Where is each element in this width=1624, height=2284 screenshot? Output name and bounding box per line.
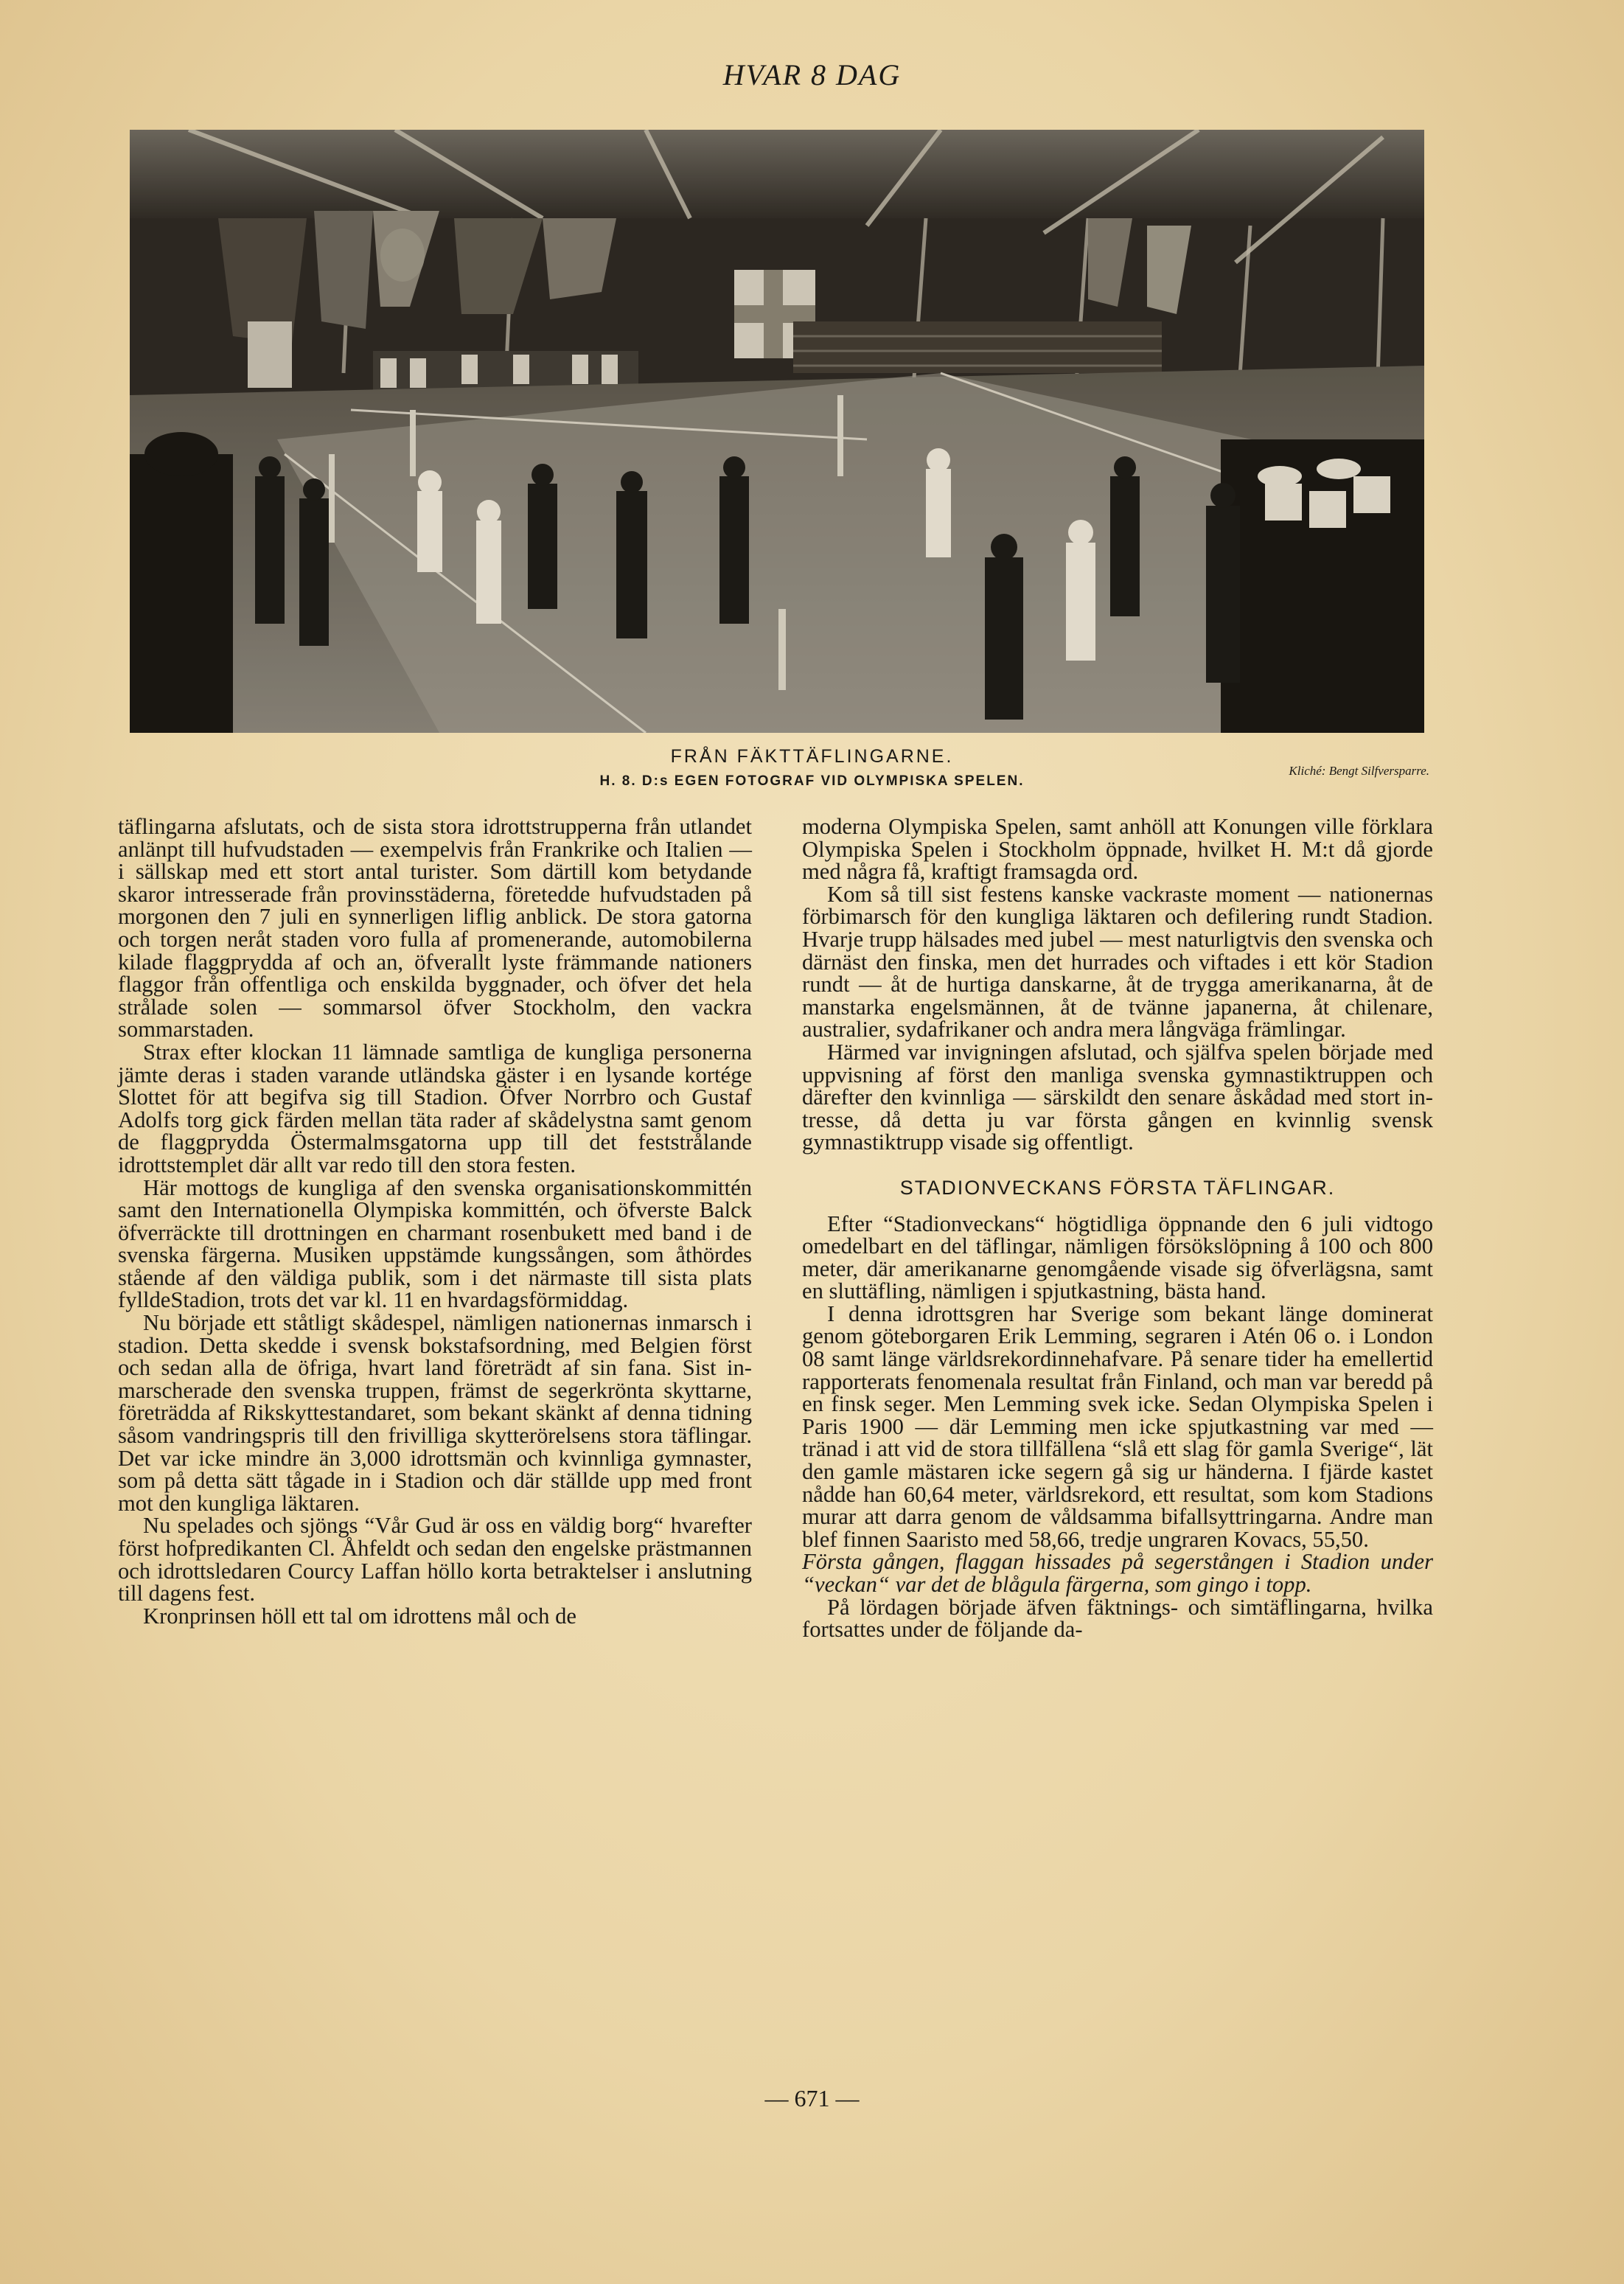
figure-caption: FRÅN FÄKTTÄFLINGARNE. — [670, 746, 954, 767]
paragraph: täflingarna afslutats, och de sista stora idrottstrupperna från utlandet anlänpt till hufvudstaden — exempelvis från Frankrike och Italien — i sällskap med ett stort antal turister. Som därtill kom betydande skaror intresserade från provinsstäderna, företedde hufvudstaden på morgonen den 7 juli en synnerligen liflig anblick. De stora gatorna och torgen neråt staden voro fulla af promenerande, automobilerna kilade flaggprydda af och an, öfverallt lyste främmande nationers flaggor från offentliga och enskilda byggnader, och öfver det hela strålade solen — sommarsol öfver Stockholm, den vackra sommarstaden. — [118, 814, 752, 1042]
paragraph: På lördagen började äfven fäktnings- och simtäflingarna, hvilka fortsattes under de följande da- — [802, 1594, 1433, 1643]
paragraph: Kom så till sist festens kanske vackraste moment — nationernas förbimarsch för den kungliga läktaren och defilering rundt Stadion. Hvarje trupp hälsades med jubel — mest naturligtvis den svenska och därnäst den finska, men det hurrades och viftades i ett kör Stadion rundt — åt de hurtiga danskarne, åt de trygga amerikanarna, åt de manstarka engelsmännen, åt de tvänne japanerna, åt chilenare, australier, sydafrikaner och andra mera långväga främlingar. — [802, 881, 1433, 1042]
section-heading: STADIONVECKANS FÖRSTA TÄFLINGAR. — [899, 1176, 1336, 1199]
fencing-photograph — [130, 130, 1424, 733]
paragraph: Här mottogs de kungliga af den svenska organisationskommittén samt den Internationella Olympiska kommittén, och öfverste Balck öfverräckte till drottningen en charmant rosenbukett med band i de svenska färgerna. Musiken uppstämde kungssången, som åthördes stående af den väldiga publik, som i det närmaste till sista plats fylldeStadion, trots det var kl. 11 en hvardagsförmiddag. — [118, 1174, 752, 1313]
italic-paragraph: Första gången, flaggan hissades på segerstången i Stadion under “veckan“ var det de blågula färgerna, som gingo i topp. — [802, 1549, 1433, 1597]
paragraph: Strax efter klockan 11 lämnade samtliga de kungliga personerna jämte deras i staden varande utländska gäster i en lysande kortége Slottet för att begifva sig till Stadion. Öfver Norrbro och Gustaf Adolfs torg gick färden mellan täta rader af skådelystna samt genom de flaggprydda Östermalmsgatorna upp till det feststrålande idrottstemplet där allt var redo till den stora festen. — [118, 1039, 752, 1177]
paragraph: I denna idrottsgren har Sverige som bekant länge dominerat genom göteborgaren Erik Lemming, segraren i Atén 06 o. i London 08 samt länge världsrekordinnehafvare. På senare tider ha emellertid rapporterats fenomenala resultat från Finland, och man var beredd på en finsk seger. Men Lemming svek icke. Sedan Olympiska Spelen i Paris 1900 — där Lemming men icke spjutkastning var med — tränad i att vid de stora tillfällena “slå ett slag för gamla Sverige“, lät den gamle mästaren icke segern gå sig ur händerna. I fjärde kastet nådde han 60,64 meter, världsrekord, ett resultat, som kom Stadions murar att darra genom de våldsamma bifallsyttringarna. Andre man blef finnen Saaristo med 58,66, tredje ungraren Kovacs, 55,50. — [802, 1301, 1433, 1552]
paragraph: moderna Olympiska Spelen, samt anhöll att Konungen ville förklara Olympiska Spelen i Stockholm öppnade, hvilket H. M:t då gjorde med några få, kraftigt framsagda ord. — [802, 814, 1433, 885]
article-right-column — [802, 815, 1433, 1641]
page-number: — 671 — — [764, 2085, 860, 2111]
paragraph: Kronprinsen höll ett tal om idrottens mål och de — [143, 1603, 576, 1629]
article-left-column — [118, 815, 752, 1627]
paragraph: Nu började ett ståtligt skådespel, nämligen nationernas inmarsch i stadion. Detta skedde i svensk bokstafsordning, med Belgien först och sedan alla de öfriga, hvart land företrädt af sin fana. Sist inmarscherade den svenska truppen, främst de segerkrönta skyttarne, företrädda af Rikskyttestandaret, som bekant skänkt af denna tidning såsom vandringspris till den frivilliga skytterörelsens stora täflingar. Det var icke mindre än 3,000 idrottsmän och kvinnliga gymnaster, som på detta sätt tågade in i Stadion och där ställde upp med front mot den kungliga läktaren. — [118, 1310, 752, 1516]
paragraph: Nu spelades och sjöngs “Vår Gud är oss en väldig borg“ hvarefter först hofpredikanten Cl. Åhfeldt och sedan den engelske prästmannen och idrottsledaren Courcy Laffan höllo korta betraktelser i anslutning till dagens fest. — [118, 1513, 752, 1606]
figure-subcaption: H. 8. D:s EGEN FOTOGRAF VID OLYMPISKA SPELEN. — [599, 773, 1025, 789]
running-head: HVAR 8 DAG — [722, 58, 902, 91]
paragraph: Efter “Stadionveckans“ högtidliga öppnande den 6 juli vidtogo omedelbart en del täflingar, nämligen försökslöpning å 100 och 800 meter, där amerikanarne genomgående visade sig öfverlägsna, samt en sluttäfling, nämligen i spjutkastning, bästa hand. — [802, 1211, 1433, 1304]
photo-credit: Kliché: Bengt Silfversparre. — [1289, 764, 1429, 778]
paragraph: Härmed var invigningen afslutad, och själfva spelen började med uppvisning af först den manliga svenska gymnastiktruppen och därefter den kvinnliga — särskildt den senare åskådad med stort intresse, då detta ju var första gången en kvinnlig svensk gymnastiktrupp visade sig offentligt. — [802, 1039, 1433, 1155]
